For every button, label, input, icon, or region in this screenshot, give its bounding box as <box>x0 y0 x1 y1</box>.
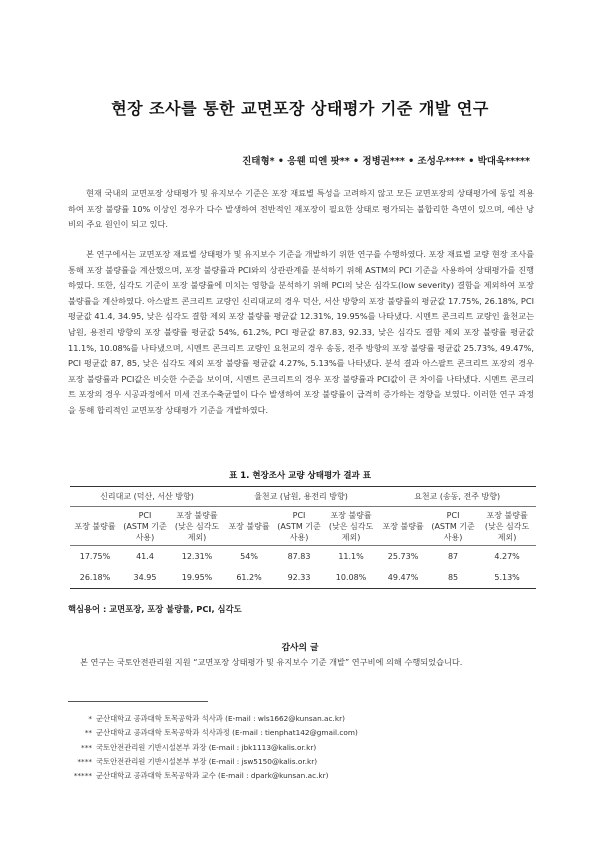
group-header-yocheon: 요천교 (송동, 전주 방향) <box>378 487 536 507</box>
col-header-defect-rate-excl: 포장 불량률 (낮은 심각도 제외) <box>478 507 536 546</box>
footnote <box>68 755 358 769</box>
table-cell: 26.18% <box>70 567 120 589</box>
footnote-text: 국토안전관리원 기반시설본부 부장 (E-mail : jsw5150@kalis.or.kr) <box>96 756 318 766</box>
table-cell: 41.4 <box>136 552 154 561</box>
table-cell: 54% <box>240 552 258 561</box>
table-cell: 92.33 <box>274 567 324 589</box>
table-row <box>70 546 536 568</box>
paper-title: 현장 조사를 통한 교면포장 상태평가 기준 개발 연구 <box>111 99 489 118</box>
footnote-text: 군산대학교 공과대학 토목공학과 교수 (E-mail : dpark@kunsan.ac.kr) <box>96 771 329 781</box>
abstract-paragraph-2: 본 연구에서는 교면포장 재료별 상태평가 및 유지보수 기준을 개발하기 위한 연구를 수행하였다. 포장 재료별 교량 현장 조사를 통해 포장 불량률을 계산했으며, 포장 불량률과 PCI와의 상관관계를 분석하기 위해 ASTM의 PCI 기준을 사용하여 상태평가를 진행하였다. 또한, 심각도 기준이 포장 불량률에 미치는 영향을 분석하기 위해 PCI의 낮은 심각도(low severity) 결함을 제외하여 포장 불량률을 계산하였다. 아스팔트 콘크리트 교량인 신리대교의 경우 덕산, 서산 방향의 포장 불량률의 평균값 17.75%, 26.18%, PCI 평균값 41.4, 34.95, 낮은 심각도 결함 제외 포장 불량률 평균값 12.31%, 19.95%를 나타냈다. 시멘트 콘크리트 교량인 율천교는 남원, 용전리 방향의 포장 불량률 평균값 54%, 61.2%, PCI 평균값 87.83, 92.33, 낮은 심각도 결함 제외 포장 불량률 평균값 11.1%, 10.08%를 나타냈으며, 시멘트 콘크리트 교량인 요천교의 경우 송동, 전주 방향의 포장 불량률 평균값 25.73%, 49.47%, PCI 평균값 87, 85, 낮은 심각도 제외 포장 불량률 평균값 4.27%, 5.13%를 나타냈다. 분석 결과 아스팔트 콘크리트 포장의 경우 포장 불량률과 PCI값은 비슷한 수준을 보이며, 시멘트 콘크리트의 경우 포장 불량률과 PCI값이 큰 차이를 나타냈다. 시멘트 콘크리트 포장의 경우 시공과정에서 미세 건조수축균열이 다수 발생하여 포장 불량률이 급격히 증가하는 경향을 보였다. 이러한 연구 과정을 통해 합리적인 교면포장 상태평가 기준을 개발하였다. <box>68 249 534 415</box>
col-header-defect-rate-excl: 포장 불량률 (낮은 심각도 제외) <box>324 507 378 546</box>
col-header-defect-rate: 포장 불량률 <box>70 507 120 546</box>
table-cell: 61.2% <box>224 567 274 589</box>
table-cell: 49.47% <box>378 567 428 589</box>
acknowledgement-text: 본 연구는 국토안전관리원 지원 “교면포장 상태평가 및 유지보수 기준 개발” 연구비에 의해 수행되었습니다. <box>80 657 463 667</box>
footnotes <box>68 712 358 783</box>
group-header-sinri: 신리대교 (덕산, 서산 방향) <box>70 487 224 507</box>
abstract-paragraph-1: 현재 국내의 교면포장 상태평가 및 유지보수 기준은 포장 재료별 특성을 고려하지 않고 모든 교면포장의 상태평가에 동일 적용하여 포장 불량률 10% 이상인 경우가 다수 발생하여 전반적인 재포장이 필요한 상태로 평가되는 불합리한 측면이 있으며, 예산 낭비의 주요 원인이 되고 있다. <box>68 188 534 230</box>
col-header-pci: PCI (ASTM 기준 사용) <box>428 507 478 546</box>
table-cell: 10.08% <box>324 567 378 589</box>
table-cell: 12.31% <box>181 552 213 561</box>
table-cell: 5.13% <box>478 567 536 589</box>
table-row <box>70 567 536 589</box>
col-header-defect-rate: 포장 불량률 <box>224 507 274 546</box>
footnote <box>68 769 358 783</box>
table-cell: 87.83 <box>287 552 311 561</box>
table-cell: 25.73% <box>387 552 419 561</box>
table-cell: 34.95 <box>120 567 170 589</box>
table-caption: 표 1. 현장조사 교량 상태평가 결과 표 <box>229 471 371 481</box>
results-table <box>70 486 536 589</box>
table-cell: 11.1% <box>338 552 364 561</box>
footnote-mark: **** <box>77 756 92 766</box>
col-header-pci: PCI (ASTM 기준 사용) <box>120 507 170 546</box>
table-column-header-row <box>70 507 536 546</box>
col-header-defect-rate-excl: 포장 불량률 (낮은 심각도 제외) <box>170 507 224 546</box>
acknowledgement-title: 감사의 글 <box>281 643 319 653</box>
footnote-mark: *** <box>81 742 92 752</box>
footnote-mark: * <box>88 714 92 723</box>
footnote <box>68 712 358 726</box>
table-group-header-row <box>70 487 536 507</box>
table-cell: 85 <box>428 567 478 589</box>
footnote <box>68 741 358 755</box>
footnote-mark: ** <box>84 728 92 738</box>
keywords: 핵심용어 : 교면포장, 포장 불량률, PCI, 심각도 <box>68 604 242 614</box>
footnote-text: 군산대학교 공과대학 토목공학과 석사과 (E-mail : wls1662@kunsan.ac.kr) <box>96 714 345 723</box>
footnote <box>68 726 358 740</box>
col-header-defect-rate: 포장 불량률 <box>378 507 428 546</box>
col-header-pci: PCI (ASTM 기준 사용) <box>274 507 324 546</box>
footnote-text: 군산대학교 공과대학 토목공학과 석사과정 (E-mail : tienphat142@gmail.com) <box>96 728 358 738</box>
footnote-divider <box>68 701 208 702</box>
table-cell: 4.27% <box>494 552 520 561</box>
footnote-mark: ***** <box>73 771 92 781</box>
table-cell: 87 <box>447 552 459 561</box>
table-cell: 19.95% <box>170 567 224 589</box>
table-cell: 17.75% <box>79 552 111 561</box>
author-list: 진태형* • 응웬 띠엔 팟** • 정병권*** • 조성우**** • 박대욱***** <box>242 156 530 167</box>
group-header-yulcheon: 율천교 (남원, 용전리 방향) <box>224 487 378 507</box>
footnote-text: 국토안전관리원 기반시설본부 과장 (E-mail : jbk1113@kalis.or.kr) <box>96 742 317 752</box>
